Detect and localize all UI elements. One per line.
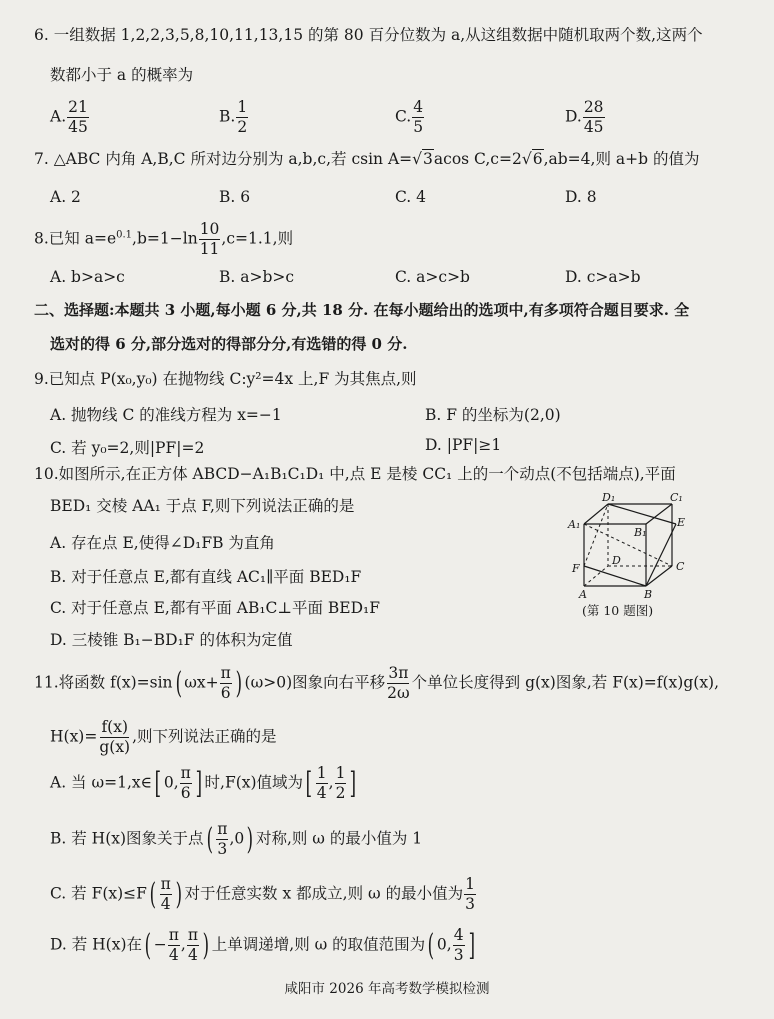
q11-option-a: A. 当 ω=1,x∈[ 0, $\frac{\pi}{6}$ ] 时,F(x)值域为[ $\frac{1}{4}$ , $\frac{1}{2}$ ]: [50, 764, 357, 802]
q11-option-b: B. 若 H(x)图象关于点( $\frac{\pi}{3}$ ,0) 对称,则 ω 的最小值为 1: [50, 820, 423, 858]
label-e: E: [677, 516, 686, 529]
section2-line2: 选对的得 6 分,部分选对的得部分分,有选错的得 0 分.: [50, 335, 408, 353]
q9-option-c: C. 若 y₀=2,则|PF|=2: [50, 439, 205, 457]
q8-option-a: A. b>a>c: [50, 268, 125, 286]
q9-stem: 9.已知点 P(x₀,y₀) 在抛物线 C:y²=4x 上,F 为其焦点,则: [34, 370, 417, 388]
hidden-edge-a-d: [584, 566, 608, 586]
q7-option-a: A. 2: [50, 188, 81, 206]
q6-line1: 6. 一组数据 1,2,2,3,5,8,10,11,13,15 的第 80 百分位数为 a,从这组数据中随机取两个数,这两个: [34, 26, 703, 44]
q9-option-b: B. F 的坐标为(2,0): [425, 406, 561, 424]
edge-d1-e: [608, 504, 676, 524]
edge-b-c: [646, 566, 672, 586]
q10-line1: 10.如图所示,在正方体 ABCD−A₁B₁C₁D₁ 中,点 E 是棱 CC₁ 上的一个动点(不包括端点),平面: [34, 465, 676, 483]
q10-option-b: B. 对于任意点 E,都有直线 AC₁∥平面 BED₁F: [50, 568, 362, 586]
figure-caption: (第 10 题图): [582, 603, 654, 618]
section2-line1: 二、选择题:本题共 3 小题,每小题 6 分,共 18 分. 在每小题给出的选项中,有多项符合题目要求. 全: [34, 301, 690, 319]
edge-b1-c1: [646, 504, 672, 524]
q11-option-c: C. 若 F(x)≤F( $\frac{\pi}{4}$ ) 对于任意实数 x 都成立,则 ω 的最小值为 $\frac{1}{3}$: [50, 875, 475, 913]
q10-option-d: D. 三棱锥 B₁−BD₁F 的体积为定值: [50, 631, 293, 649]
q8-stem: 8.已知 $a=e^{0.1},b=1-\ln$ $\frac{10}{11}$ ,c=1.1,则: [34, 220, 294, 258]
q6-line2: 数都小于 a 的概率为: [50, 66, 194, 84]
q11-line2: H(x)= $\frac{f(x)}{g(x)}$ ,则下列说法正确的是: [50, 718, 277, 756]
q6-option-c: C. $\frac{4}{5}$: [395, 98, 424, 136]
label-b: B: [644, 588, 653, 601]
page-footer: 咸阳市 2026 年高考数学模拟检测: [284, 981, 490, 997]
q7-option-c: C. 4: [395, 188, 427, 206]
label-d1: D₁: [602, 491, 616, 504]
label-c1: C₁: [670, 491, 683, 504]
edge-f-b: [584, 566, 646, 586]
q10-line2: BED₁ 交棱 AA₁ 于点 F,则下列说法正确的是: [50, 497, 355, 515]
q9-option-a: A. 抛物线 C 的准线方程为 x=−1: [50, 406, 282, 424]
q7-option-b: B. 6: [219, 188, 251, 206]
label-a: A: [579, 588, 587, 601]
q9-option-d: D. |PF|≥1: [425, 436, 502, 454]
q11-line1: 11.将函数 f(x)=sin( ωx+ $\frac{\pi}{6}$ ) (ω>0)图象向右平移 $\frac{3\pi}{2\omega}$ 个单位长度得到 g(x)图象,若 F(x)=f(x)g(x),: [34, 664, 720, 702]
q8-option-b: B. a>b>c: [219, 268, 295, 286]
q10-option-c: C. 对于任意点 E,都有平面 AB₁C⊥平面 BED₁F: [50, 599, 381, 617]
label-f: F: [572, 562, 580, 575]
q6-option-b: B. $\frac{1}{2}$: [219, 98, 248, 136]
label-c: C: [676, 560, 685, 573]
q6-option-a: A. $\frac{21}{45}$: [50, 98, 88, 136]
label-a1: A₁: [568, 518, 581, 531]
label-d: D: [612, 554, 621, 567]
q11-option-d: D. 若 H(x)在( − $\frac{\pi}{4}$ , $\frac{\pi}{4}$ ) 上单调递增,则 ω 的取值范围为( 0, $\frac{4}{3}$ ]: [50, 926, 475, 964]
q10-option-a: A. 存在点 E,使得∠D₁FB 为直角: [50, 534, 275, 552]
q7-option-d: D. 8: [565, 188, 597, 206]
q6-option-d: D. $\frac{28}{45}$: [565, 98, 604, 136]
label-b1: B₁: [634, 526, 647, 539]
q8-option-c: C. a>c>b: [395, 268, 470, 286]
q7-stem: 7. △ABC 内角 A,B,C 所对边分别为 a,b,c,若 csin A=√3acos C,c=2√6,ab=4,则 a+b 的值为: [34, 150, 700, 168]
q8-option-d: D. c>a>b: [565, 268, 641, 286]
